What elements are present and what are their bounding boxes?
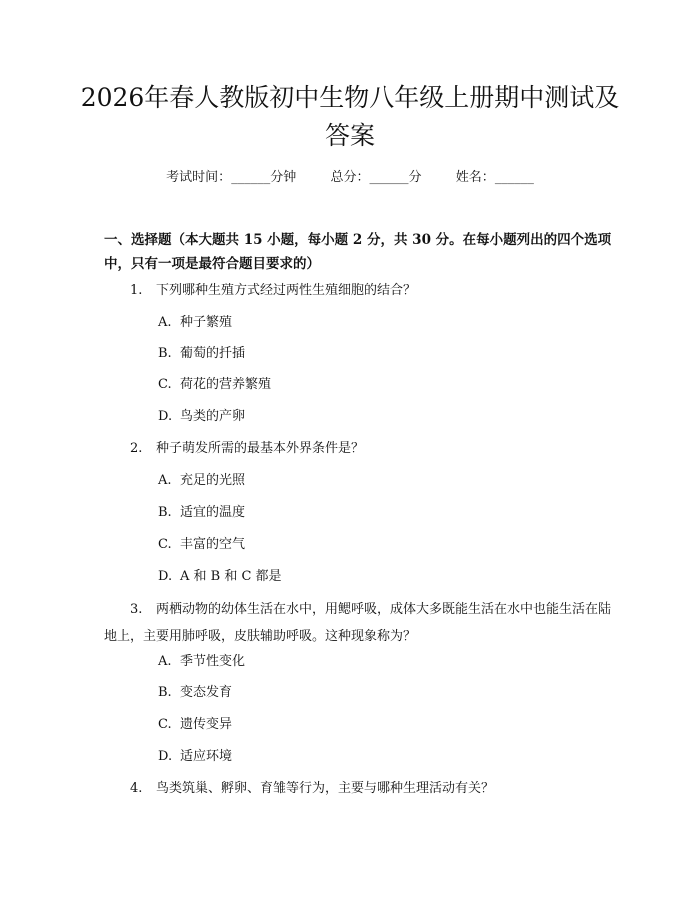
document-title: 2026年春人教版初中生物八年级上册期中测试及答案 bbox=[80, 83, 620, 150]
question-1 bbox=[104, 281, 614, 301]
option-letter: C. bbox=[158, 377, 172, 392]
option-text: 适应环境 bbox=[180, 749, 233, 764]
question-number: 2. bbox=[130, 441, 143, 456]
option-letter: D. bbox=[158, 569, 173, 584]
option-3a bbox=[158, 652, 245, 672]
option-text: 种子繁殖 bbox=[180, 315, 233, 330]
question-text: 下列哪种生殖方式经过两性生殖细胞的结合？ bbox=[156, 283, 417, 298]
option-1a bbox=[158, 313, 232, 333]
option-text: 荷花的营养繁殖 bbox=[180, 377, 272, 392]
section-heading: 一、选择题（本大题共 15 小题，每小题 2 分，共 30 分。在每小题列出的四个选项中，只有一项是最符合题目要求的） bbox=[104, 232, 612, 272]
score-blank: ______ bbox=[369, 170, 409, 185]
score-unit: 分 bbox=[408, 170, 422, 185]
question-number: 1. bbox=[130, 283, 143, 298]
option-1b bbox=[158, 344, 245, 364]
option-2a bbox=[158, 471, 245, 491]
question-number: 3. bbox=[130, 602, 143, 617]
name-blank: ______ bbox=[494, 170, 534, 185]
option-text: 遗传变异 bbox=[180, 717, 233, 732]
option-2d bbox=[158, 567, 282, 587]
question-text: 种子萌发所需的最基本外界条件是？ bbox=[156, 441, 365, 456]
option-letter: A. bbox=[158, 473, 172, 488]
question-4 bbox=[104, 779, 614, 799]
option-letter: B. bbox=[158, 505, 172, 520]
option-2b bbox=[158, 503, 245, 523]
option-letter: B. bbox=[158, 346, 172, 361]
option-text: 鸟类的产卵 bbox=[180, 409, 246, 424]
option-letter: A. bbox=[158, 654, 172, 669]
time-blank: ______ bbox=[231, 170, 271, 185]
time-unit: 分钟 bbox=[270, 170, 297, 185]
option-letter: A. bbox=[158, 315, 172, 330]
option-text: 变态发育 bbox=[180, 685, 233, 700]
option-letter: D. bbox=[158, 409, 173, 424]
option-2c bbox=[158, 535, 245, 555]
option-text: 充足的光照 bbox=[180, 473, 246, 488]
option-3b bbox=[158, 683, 232, 703]
question-2 bbox=[104, 439, 614, 459]
option-letter: B. bbox=[158, 685, 172, 700]
option-text: 季节性变化 bbox=[180, 654, 246, 669]
option-1d bbox=[158, 407, 245, 427]
question-number: 4. bbox=[130, 781, 143, 796]
option-3d bbox=[158, 747, 232, 767]
option-letter: C. bbox=[158, 537, 172, 552]
option-1c bbox=[158, 375, 271, 395]
option-letter: D. bbox=[158, 749, 173, 764]
time-label: 考试时间： bbox=[166, 170, 232, 185]
option-text: 葡萄的扦插 bbox=[180, 346, 246, 361]
option-text: 适宜的温度 bbox=[180, 505, 246, 520]
option-3c bbox=[158, 715, 232, 735]
name-label: 姓名： bbox=[455, 170, 495, 185]
question-text: 鸟类筑巢、孵卵、育雏等行为，主要与哪种生理活动有关？ bbox=[156, 781, 495, 796]
option-text: A 和 B 和 C 都是 bbox=[180, 569, 282, 584]
option-letter: C. bbox=[158, 717, 172, 732]
exam-info-line bbox=[0, 168, 700, 188]
question-text: 两栖动物的幼体生活在水中，用鳃呼吸，成体大多既能生活在水中也能生活在陆地上，主要用肺呼吸，皮肤辅助呼吸。这种现象称为？ bbox=[104, 602, 612, 644]
score-label: 总分： bbox=[330, 170, 370, 185]
question-3 bbox=[104, 596, 614, 650]
option-text: 丰富的空气 bbox=[180, 537, 246, 552]
